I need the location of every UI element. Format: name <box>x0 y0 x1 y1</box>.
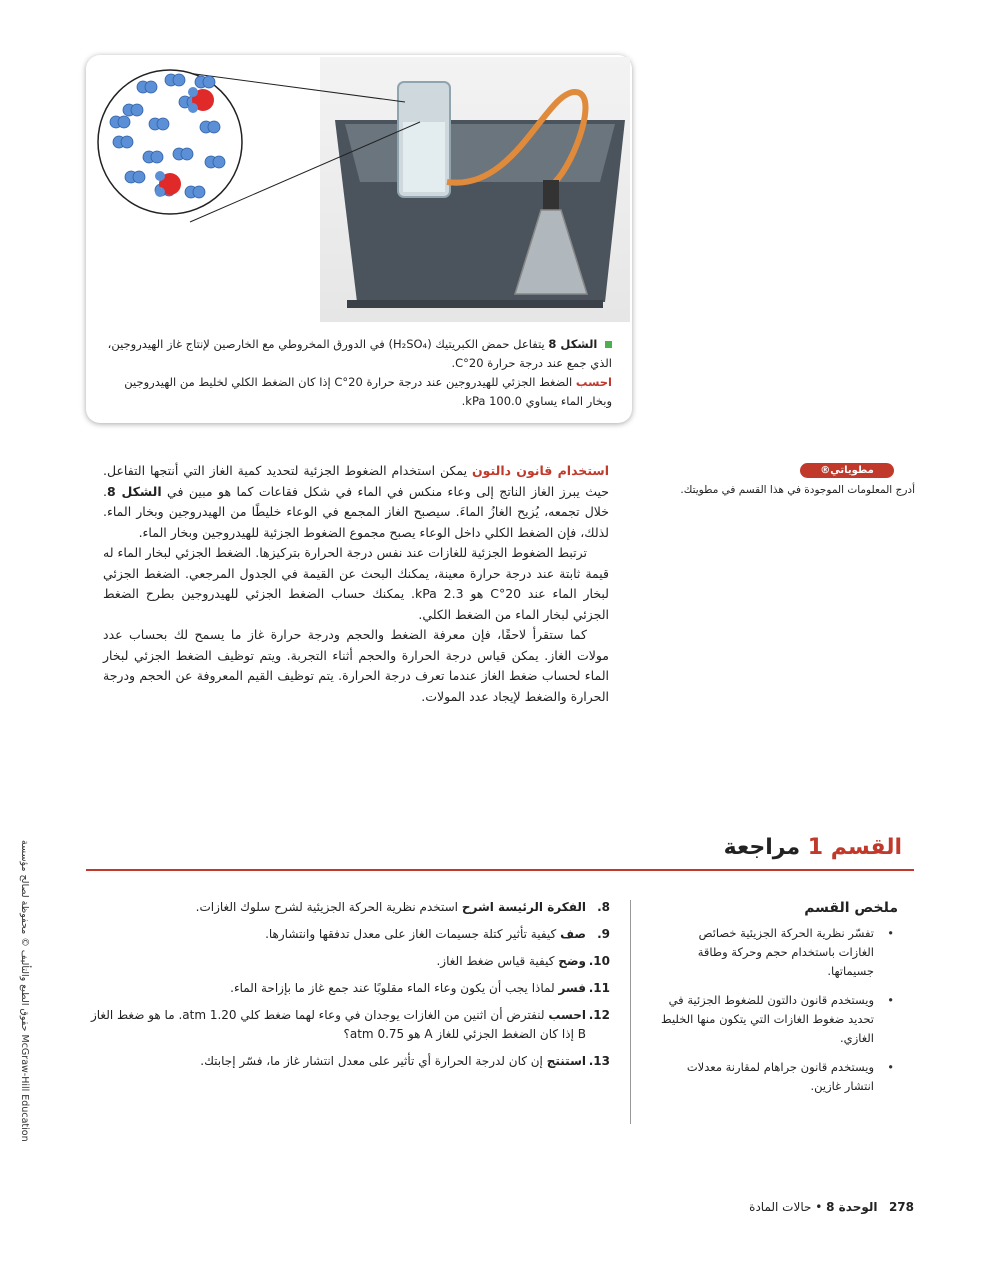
question-verb: استنتج <box>546 1054 586 1068</box>
body-paragraph-2: ترتبط الضغوط الجزئية للغازات عند نفس درجة الحرارة بتركيزها. الضغط الجزئي لبخار الماء له قيمة ثابتة عند درجة حرارة معينة، يمكنك البحث عن القيمة في الجدول المرجعي. الضغط الجزئي لبخار الماء عند 20°C هو 2.3 kPa. يمكنك حساب الضغط الجزئي للهيدروجين بطرح الضغط الجزئي لبخار الماء من الضغط الكلي. <box>103 545 609 622</box>
question-text: إن كان لدرجة الحرارة أي تأثير على معدل انتشار غاز ما، فسّر إجابتك. <box>200 1054 543 1068</box>
question-item <box>90 898 610 917</box>
footer-bullet: • <box>815 1200 823 1214</box>
body-p1-rest: . خلال تجمعه، يُزيح الغازُ الماءَ. سيصبح الغاز المجمع في الوعاء خليطًا من الهيدروجين وبخار الماء. لذلك، فإن الضغط الكلي داخل الوعاء يصبح مجموع الضغوط الجزئية للهيدروجين وبخار الماء. <box>103 483 609 540</box>
foldables-badge: مطوياتي® <box>800 463 894 478</box>
question-text: كيفية تأثير كتلة جسيمات الغاز على معدل تدفقها وانتشارها. <box>265 927 557 941</box>
caption-question-text: الضغط الجزئي للهيدروجين عند درجة حرارة 20°C إذا كان الضغط الكلي لخليط من الهيدروجين وبخار الماء يساوي 100.0 kPa. <box>124 375 612 408</box>
question-item <box>90 979 610 998</box>
body-p1-text: يمكن استخدام الضغوط الجزئية لتحديد كمية الغاز التي أنتجها التفاعل. حيث يبرز الغاز الناتج إلى وعاء منكس في الماء في شكل فقاعات كما هو مبين في <box>103 463 610 499</box>
question-number: 8. <box>597 900 610 914</box>
question-verb: فسر <box>558 981 586 995</box>
body-heading: استخدام قانون دالتون <box>472 463 609 478</box>
foldables-text: أدرج المعلومات الموجودة في هذا القسم في مطويتك. <box>680 484 915 496</box>
page-footer <box>700 1200 914 1214</box>
question-text: استخدم نظرية الحركة الجزيئية لشرح سلوك الغازات. <box>195 900 459 914</box>
column-divider <box>630 900 631 1124</box>
question-number: 10. <box>588 954 610 968</box>
water-molecule-hydrogen <box>188 103 198 113</box>
hydrogen-atom <box>131 104 143 116</box>
water-molecule-hydrogen <box>155 187 165 197</box>
hydrogen-atom <box>193 186 205 198</box>
section-number: القسم 1 <box>807 835 902 860</box>
question-item <box>90 952 610 971</box>
question-number: 13. <box>588 1054 610 1068</box>
question-item <box>90 925 610 944</box>
caption-line <box>100 335 612 373</box>
question-number: 9. <box>597 927 610 941</box>
inverted-beaker <box>398 82 450 197</box>
question-verb: صف <box>560 927 586 941</box>
summary-list <box>660 924 896 1106</box>
question-verb: الفكرة الرئيسة اشرح <box>461 900 586 914</box>
section-divider <box>86 869 914 871</box>
water-molecule-hydrogen <box>155 171 165 181</box>
caption-question <box>100 373 612 411</box>
hydrogen-atom <box>151 151 163 163</box>
body-paragraph-3: كما ستقرأ لاحقًا، فإن معرفة الضغط والحجم ودرجة حرارة غاز ما يسمح لك بحساب عدد مولات الغاز. يمكن قياس درجة الحرارة والحجم أثناء التجربة. ويتم توظيف الضغط الجزئي لبخار الماء لحساب ضغط الغاز عندما تعرف درجة الحرارة. يتم توظيف القيم المعروفة عن الحجم ودرجة الحرارة والضغط لإيجاد عدد المولات. <box>103 627 609 704</box>
body-paragraph-1 <box>103 461 609 543</box>
question-verb: وضح <box>558 954 586 968</box>
question-verb: احسب <box>548 1008 586 1022</box>
hydrogen-atom <box>133 171 145 183</box>
question-number: 11. <box>588 981 610 995</box>
copyright-notice: حقوق الطبع والتأليف © محفوظة لصالح مؤسسة McGraw-Hill Education <box>19 840 30 1142</box>
review-questions <box>90 898 610 1079</box>
unit-label: الوحدة 8 <box>826 1200 878 1214</box>
hydrogen-atom <box>121 136 133 148</box>
page-number: 278 <box>888 1200 914 1214</box>
section-review-label: مراجعة <box>723 835 801 860</box>
hydrogen-atom <box>208 121 220 133</box>
hydrogen-atom <box>118 116 130 128</box>
hydrogen-atom <box>145 81 157 93</box>
question-text: لنفترض أن اثنين من الغازات يوجدان في وعاء لهما ضغط كلي 1.20 atm. ما هو ضغط الغاز B إذا كان الضغط الجزئي للغاز A هو 0.75 atm؟ <box>90 1008 586 1041</box>
summary-item: • ويستخدم قانون جراهام لمقارنة معدلات انتشار غازين. <box>660 1058 896 1096</box>
water-molecule-hydrogen <box>188 87 198 97</box>
hydrogen-atom <box>181 148 193 160</box>
body-text <box>103 461 609 707</box>
figure-illustration <box>95 62 635 330</box>
hydrogen-atom <box>173 74 185 86</box>
hydrogen-atom <box>213 156 225 168</box>
question-item <box>90 1052 610 1071</box>
figure-caption <box>100 335 612 411</box>
chapter-label: حالات المادة <box>749 1200 812 1214</box>
hydrogen-atom <box>203 76 215 88</box>
hydrogen-atom <box>157 118 169 130</box>
section-review-title <box>710 835 902 860</box>
question-number: 12. <box>588 1008 610 1022</box>
caption-text: يتفاعل حمض الكبريتيك (H₂SO₄) في الدورق المخروطي مع الخارصين لإنتاج غاز الهيدروجين، الذي جمع عند درجة حرارة 20°C. <box>107 337 612 370</box>
caption-bullet-icon <box>605 341 612 348</box>
question-item <box>90 1006 610 1044</box>
question-text: لماذا يجب أن يكون وعاء الماء مقلوبًا عند جمع غاز ما بإزاحة الماء. <box>230 981 555 995</box>
figure-label: الشكل 8 <box>548 337 598 351</box>
summary-title: ملخص القسم <box>804 900 898 916</box>
summary-item: • ويستخدم قانون دالتون للضغوط الجزئية في تحديد ضغوط الغازات التي يتكون منها الخليط الغازي. <box>660 991 896 1048</box>
caption-question-verb: احسب <box>575 375 612 389</box>
body-figure-ref: الشكل 8 <box>106 483 162 499</box>
question-text: كيفية قياس ضغط الغاز. <box>436 954 555 968</box>
summary-item: • تفسّر نظرية الحركة الجزيئية خصائص الغازات باستخدام حجم وحركة وطاقة جسيماتها. <box>660 924 896 981</box>
